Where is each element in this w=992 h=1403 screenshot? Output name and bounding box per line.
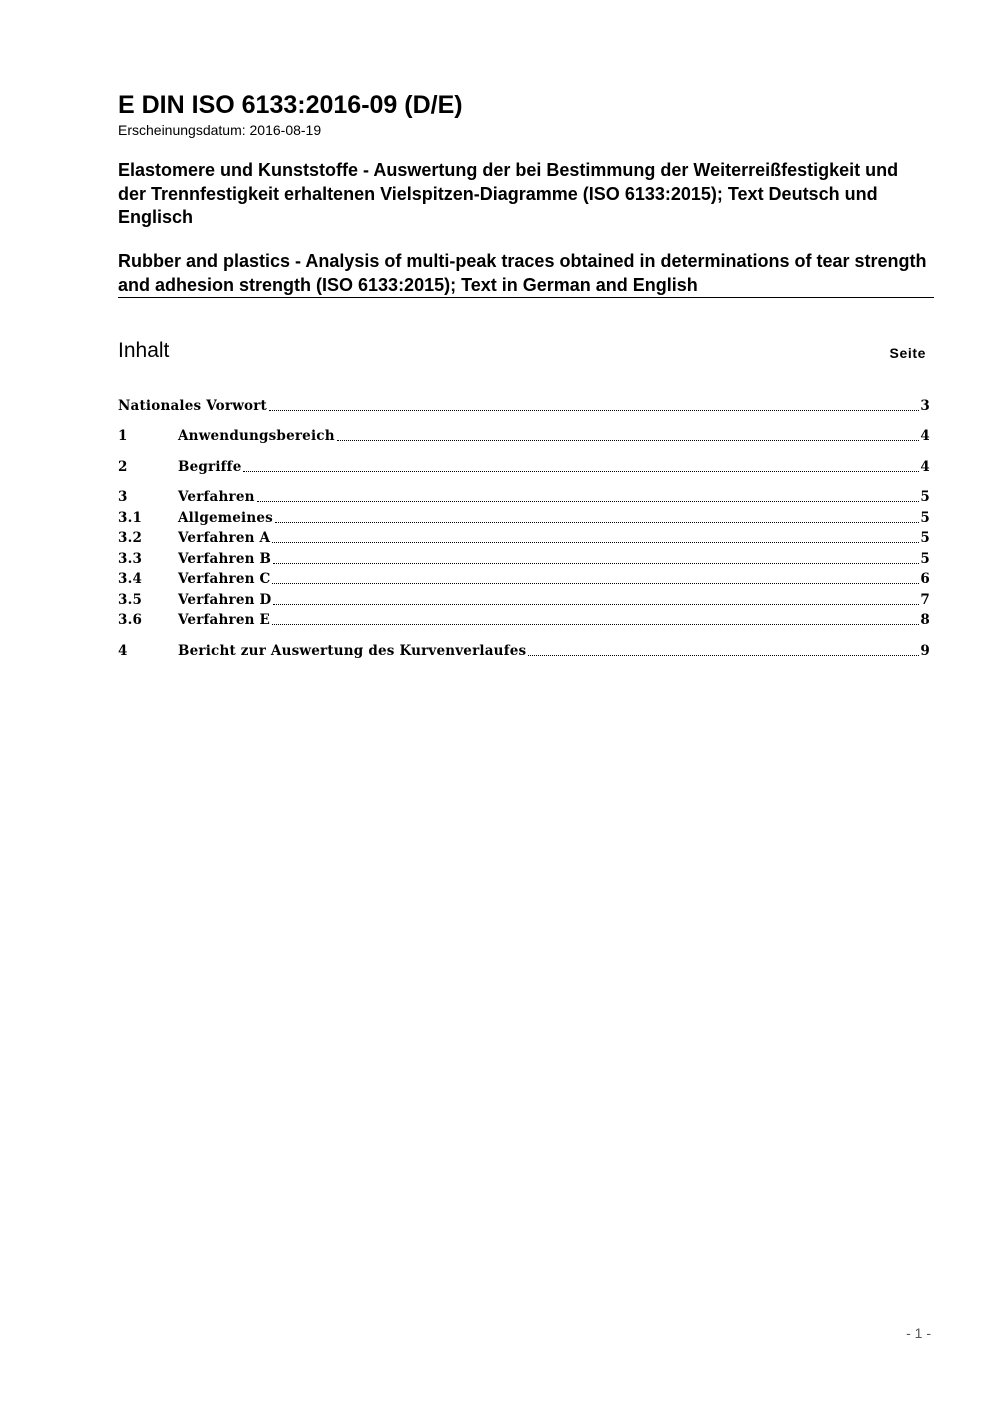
toc-entry-number: 3.6 [118,612,143,628]
toc-heading: Inhalt [118,339,170,362]
publication-date: Erscheinungsdatum: 2016-08-19 [118,122,322,138]
toc-entry-title: Begriffe [178,459,242,475]
toc-entry[interactable] [118,456,930,476]
toc-entry-title: Verfahren D [178,592,272,608]
toc-entry-page: 4 [920,459,930,475]
toc-entry-title: Verfahren C [178,571,271,587]
toc-leader-dots [528,655,919,656]
toc-leader-dots [257,501,920,502]
toc-entry[interactable] [118,486,930,506]
toc-entry-number: 3.2 [118,530,143,546]
toc-entry-number: 3.3 [118,551,143,567]
toc-leader-dots [273,563,919,564]
toc-page-column-label: Seite [889,345,926,361]
toc-leader-dots [275,522,919,523]
toc-entry-number: 4 [118,643,128,659]
toc-entry-page: 9 [920,643,930,659]
toc-entry-title: Verfahren E [178,612,271,628]
toc-entry-page: 7 [920,592,930,608]
toc-leader-dots [337,440,920,441]
toc-leader-dots [272,583,919,584]
toc-entry-page: 8 [920,612,930,628]
toc-entry-number: 1 [118,428,128,444]
toc-entry[interactable] [118,395,930,415]
toc-entry-number: 3.5 [118,592,143,608]
toc-entry[interactable] [118,527,930,547]
toc-entry-title: Verfahren [178,489,255,505]
toc-leader-dots [272,542,919,543]
toc-entry[interactable] [118,589,930,609]
toc-entry-title: Allgemeines [178,510,273,526]
toc-entry-page: 4 [920,428,930,444]
toc-entry-title: Bericht zur Auswertung des Kurvenverlaufes [178,643,527,659]
toc-entry[interactable] [118,568,930,588]
toc-entry-number: 3.1 [118,510,143,526]
toc-leader-dots [243,471,919,472]
toc-entry-title: Anwendungsbereich [178,428,335,444]
toc-entry-number: 2 [118,459,128,475]
toc-entry-page: 5 [920,489,930,505]
toc-entry-title: Verfahren B [178,551,272,567]
toc-entry-page: 5 [920,530,930,546]
toc-leader-dots [269,410,919,411]
title-divider [118,297,934,298]
toc-entry[interactable] [118,507,930,527]
toc-entry-title: Verfahren A [178,530,271,546]
title-english: Rubber and plastics - Analysis of multi-peak traces obtained in determinations of tear strength and adhesion strength (ISO 6133:2015); Text in German and English [118,251,927,295]
toc-leader-dots [272,624,919,625]
toc-entry-page: 3 [920,398,930,414]
toc-entry-page: 5 [920,510,930,526]
toc-leader-dots [273,604,919,605]
toc-entry[interactable] [118,609,930,629]
toc-entry[interactable] [118,425,930,445]
toc-entry-number: 3 [118,489,128,505]
toc-entry-page: 6 [920,571,930,587]
toc-entry-title: Nationales Vorwort [118,398,267,414]
toc-entry-number: 3.4 [118,571,143,587]
document-id: E DIN ISO 6133:2016-09 (D/E) [118,91,463,119]
toc-entry[interactable] [118,548,930,568]
title-german: Elastomere und Kunststoffe - Auswertung der bei Bestimmung der Weiterreißfestigkeit und der Trennfestigkeit erhaltenen Vielspitzen-Diagramme (ISO 6133:2015); Text Deutsch und Englisch [118,160,899,227]
toc-entry[interactable] [118,640,930,660]
page-number: - 1 - [906,1325,931,1341]
toc-entry-page: 5 [920,551,930,567]
